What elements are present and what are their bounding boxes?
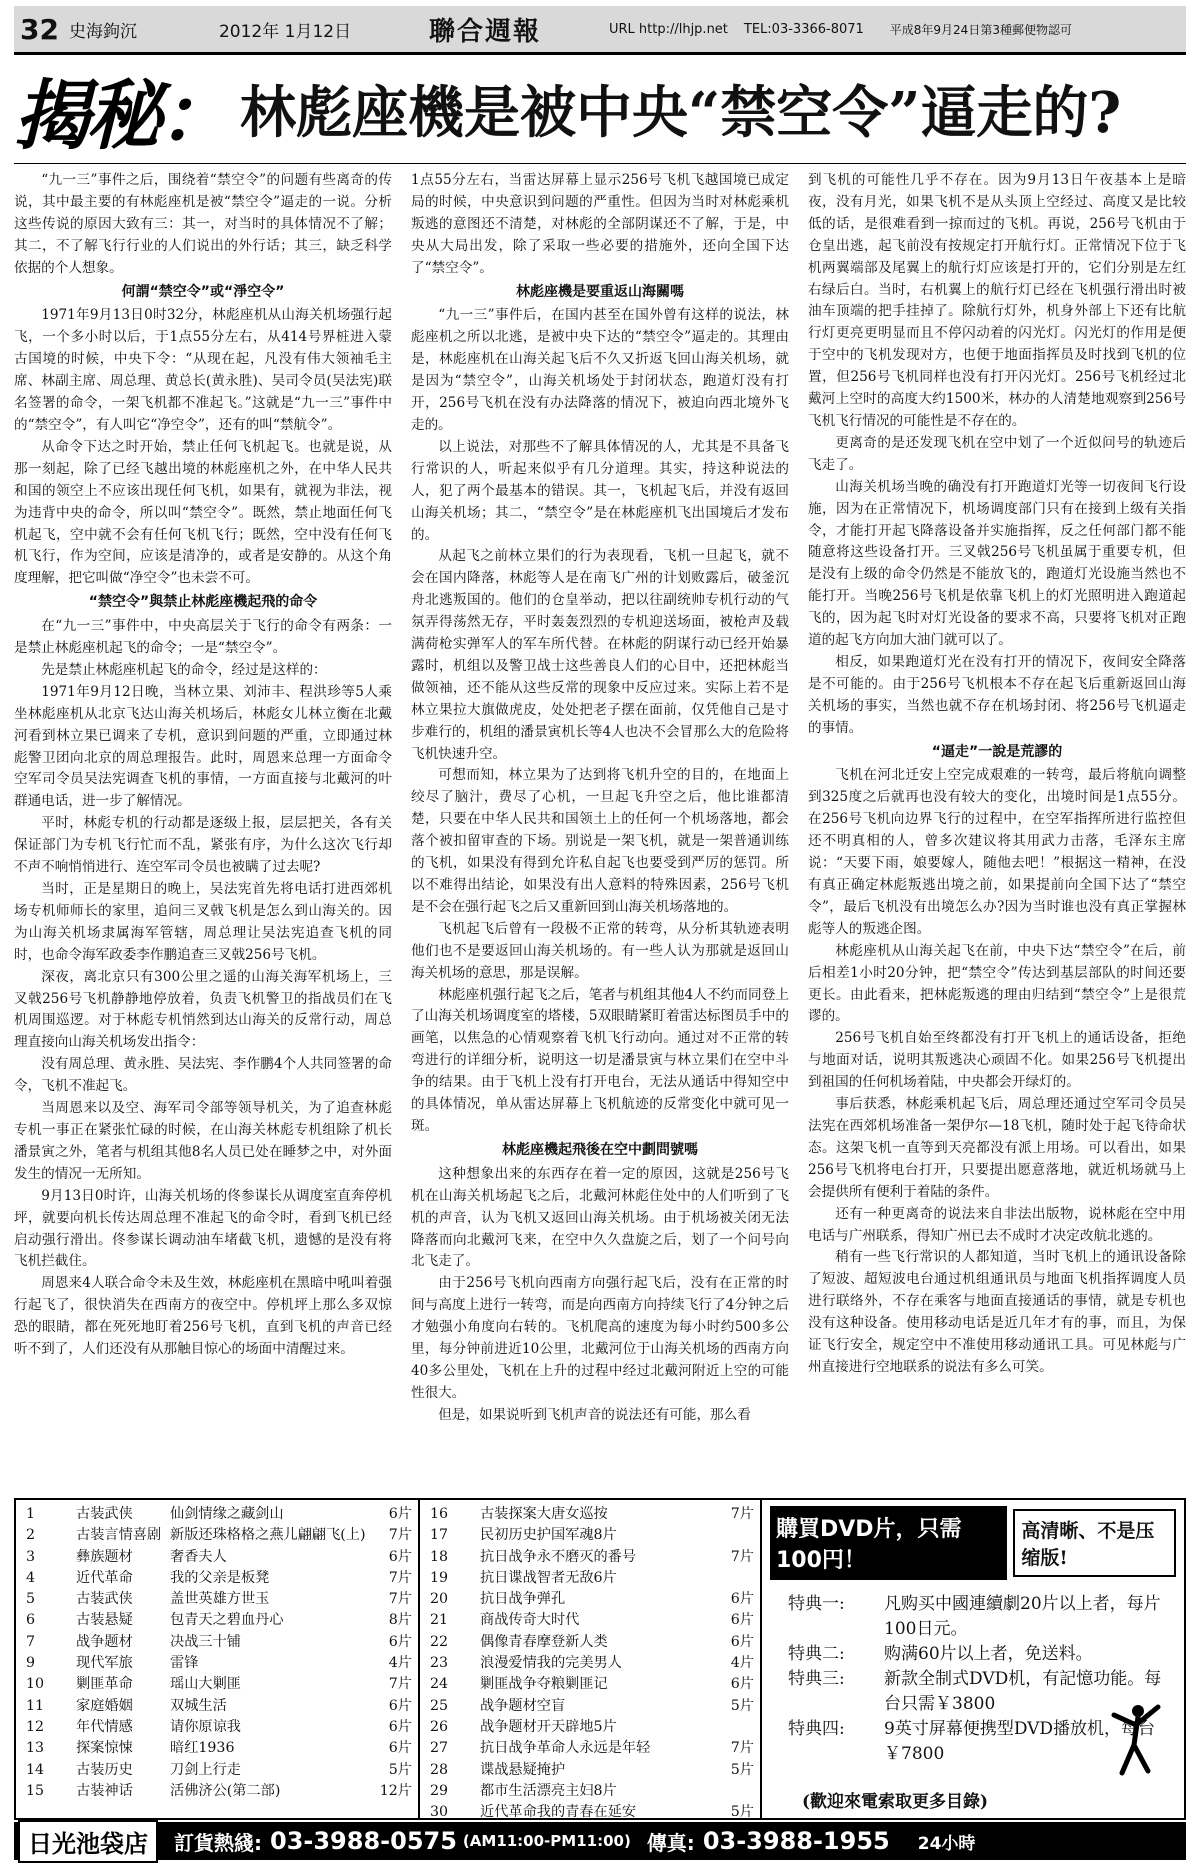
dvd-title: 剿匪战争夺粮剿匪记	[480, 1676, 608, 1693]
fax-hours: 24小時	[917, 1833, 976, 1854]
dvd-list-row	[430, 1525, 754, 1546]
dvd-list-row	[26, 1674, 412, 1695]
dvd-number: 6	[26, 1612, 36, 1629]
dvd-discs	[720, 1568, 754, 1589]
offer-text: 新款全制式DVD机，有記憶功能。每台只需￥3800	[884, 1669, 1162, 1714]
promo-buy-banner: 購買DVD片，只需100円！	[770, 1506, 1007, 1580]
article-paragraph: 事后获悉，林彪乘机起飞后，周总理还通过空军司令员吴法宪在西郊机场准备一架伊尔—18飞机，随时处于起飞待命状态。这架飞机一直等到天亮都没有派上用场。可以看出，如果256号飞机将电台打开，只要提出愿意落地，就近机场就马上会提供所有便利于着陆的条件。	[808, 1096, 1186, 1200]
offer-label: 特典一:	[788, 1594, 845, 1614]
dvd-discs: 5片	[730, 1697, 754, 1714]
article-paragraph: 飞机起飞后曾有一段极不正常的转弯，从分析其轨迹表明他们也不是要返回山海关机场的。有一些人认为那就是返回山海关机场的意思，那是误解。	[411, 920, 789, 981]
article-paragraph: 1971年9月13日0时32分，林彪座机从山海关机场强行起飞，一个多小时以后，于1点55分左右，从414号界桩进入蒙古国境的时候，中央下令：“从现在起，凡没有伟大领袖毛主席、林副主席、周总理、黄总长(黄永胜)、吴司令员(吴法宪)联名签署的命令，一架飞机都不准起飞。”这就是“九一三”事件中的“禁空令”，有人叫它“净空令”，还有的叫“禁航令”。	[14, 307, 392, 433]
dvd-discs	[720, 1525, 754, 1546]
dvd-genre: 古装神话	[76, 1782, 133, 1799]
dvd-list-row	[26, 1781, 412, 1802]
dvd-discs: 7片	[388, 1527, 412, 1544]
dvd-title: 战争题材开天辟地5片	[480, 1718, 617, 1735]
dvd-list-row	[26, 1738, 412, 1759]
dvd-genre: 年代情感	[76, 1718, 133, 1735]
dvd-list-row	[430, 1547, 754, 1568]
dvd-number: 13	[26, 1740, 45, 1757]
dvd-title: 近代革命我的青春在延安	[480, 1804, 637, 1821]
dvd-discs: 7片	[730, 1506, 754, 1522]
article-paragraph: 从命令下达之时开始，禁止任何飞机起飞。也就是说，从那一刻起，除了已经飞越出境的林彪座机之外，在中华人民共和国的领空上不应该出现任何飞机，如果有，就视为非法，视为违背中央的命令，所以叫“禁空令”。既然，禁止地面任何飞机起飞，空中就不会有任何飞机飞行；既然，空中没有任何飞机飞行，作为空间，应该是清净的，或者是安静的。从这个角度理解，把它叫做“净空令”也未尝不可。	[14, 438, 392, 587]
dvd-number: 20	[430, 1591, 449, 1608]
dvd-promo-panel	[762, 1500, 1184, 1818]
dvd-title: 刀剑上行走	[170, 1761, 241, 1778]
dvd-discs: 5片	[388, 1761, 412, 1778]
dvd-title: 抗日战争革命人永远是年轻	[480, 1740, 651, 1757]
headline	[14, 55, 1186, 164]
article-paragraph: 林彪座机从山海关起飞在前，中央下达“禁空令”在后，前后相差1小时20分钟，把“禁空令”传达到基层部队的时间还要更长。由此看来，把林彪叛逃的理由归结到“禁空令”上是很荒谬的。	[808, 942, 1186, 1025]
dvd-list-row	[26, 1589, 412, 1610]
article-subheading: 林彪座機是要重返山海關嗎	[516, 283, 684, 300]
dvd-discs: 6片	[388, 1697, 412, 1714]
dvd-discs: 7片	[730, 1740, 754, 1757]
dvd-list-row	[430, 1632, 754, 1653]
promo-quality-badge: 高清晰、不是压缩版!	[1013, 1509, 1176, 1577]
dvd-number: 1	[26, 1506, 36, 1522]
dvd-genre: 近代革命	[76, 1569, 133, 1586]
article-subheading: 何謂“禁空令”或“淨空令”	[121, 283, 285, 300]
dvd-title: 偶像青春摩登新人类	[480, 1633, 608, 1650]
dvd-number: 21	[430, 1612, 449, 1629]
article-paragraph: 由于256号飞机向西南方向强行起飞后，没有在正常的时间与高度上进行一转弯，而是向西南方向持续飞行了4分钟之后才勉强小角度向右转的。飞机爬高的速度为每小时约500多公里，每分钟前进近10公里，北戴河位于山海关机场的西南方向40多公里处，飞机在上升的过程中经过北戴河附近上空的可能性很大。	[411, 1275, 789, 1401]
dvd-list-row	[430, 1802, 754, 1823]
dvd-number: 7	[26, 1633, 36, 1650]
offer-label: 特典二:	[788, 1644, 845, 1664]
article-column-3	[808, 170, 1186, 1488]
dvd-title: 双城生活	[170, 1697, 227, 1714]
dvd-advertisement	[14, 1498, 1186, 1820]
article-paragraph: 周恩来4人联合命令未及生效，林彪座机在黑暗中吼叫着强行起飞了，很快消失在西南方的夜空中。停机坪上那么多双惊恐的眼睛，都在死死地盯着256号飞机，直到飞机的声音已经听不到了，人们还没有从那触目惊心的场面中清醒过来。	[14, 1275, 392, 1358]
dvd-discs	[720, 1781, 754, 1802]
dvd-number: 9	[26, 1655, 36, 1672]
section-name: 史海鉤沉	[68, 21, 137, 42]
dvd-title: 盖世英雄方世玉	[170, 1591, 270, 1608]
dvd-title: 都市生活漂亮主妇8片	[480, 1782, 617, 1799]
article-paragraph: 更离奇的是还发现飞机在空中划了一个近似问号的轨迹后飞走了。	[808, 434, 1186, 473]
dvd-discs: 4片	[388, 1655, 412, 1672]
dvd-list-middle	[420, 1500, 762, 1821]
dvd-number: 2	[26, 1527, 36, 1544]
issue-date: 2012年 1月12日	[218, 21, 352, 42]
dvd-discs: 8片	[388, 1612, 412, 1629]
page-number: 32	[20, 12, 59, 46]
dvd-number: 30	[430, 1804, 449, 1821]
headline-main: 林彪座機是被中央“禁空令”逼走的?	[240, 80, 1122, 146]
dvd-discs: 6片	[730, 1612, 754, 1629]
fax-number[interactable]: 03-3988-1955	[702, 1827, 890, 1855]
dvd-discs: 7片	[730, 1548, 754, 1565]
dvd-number: 5	[26, 1591, 36, 1608]
dvd-genre: 古装历史	[76, 1761, 133, 1778]
dvd-discs: 6片	[388, 1633, 412, 1650]
offer-label: 特典四:	[788, 1719, 845, 1739]
dvd-title: 雷锋	[170, 1655, 199, 1672]
dvd-list-row	[430, 1717, 754, 1738]
dvd-list-row	[430, 1696, 754, 1717]
dvd-list-row	[26, 1717, 412, 1738]
article-body	[14, 170, 1186, 1488]
article-paragraph: 飞机在河北迁安上空完成艰难的一转弯，最后将航向调整到325度之后就再也没有较大的变化，出境时间是1点55分。在256号飞机向边界飞行的过程中，在空军指挥所进行监控但还不明真相的人，曾多次建议将其用武力击落，毛泽东主席说：“天要下雨，娘要嫁人，随他去吧！”根据这一精神，在没有真正确定林彪叛逃出境之前，如果提前向全国下达了“禁空令”，最后飞机没有出境怎么办?因为当时谁也没有真正掌握林彪等人的叛逃企图。	[808, 767, 1186, 937]
store-name: 日光池袋店	[18, 1820, 158, 1863]
dvd-genre: 古装武侠	[76, 1591, 133, 1608]
dvd-number: 17	[430, 1527, 449, 1544]
dvd-discs: 6片	[388, 1718, 412, 1735]
dvd-title: 抗日谍战智者无敌6片	[480, 1569, 617, 1586]
fax-label: 傳真:	[646, 1830, 695, 1855]
dvd-number: 29	[430, 1782, 449, 1799]
dvd-title: 请你原谅我	[170, 1718, 241, 1735]
article-subheading: “禁空令”與禁止林彪座機起飛的命令	[88, 594, 318, 611]
dvd-number: 4	[26, 1569, 36, 1586]
article-paragraph: 在“九一三”事件中，中央高层关于飞行的命令有两条：一是禁止林彪座机起飞的命令；一是“禁空令”。	[14, 618, 392, 657]
dvd-title: 我的父亲是板凳	[170, 1569, 270, 1586]
dvd-discs: 12片	[379, 1782, 412, 1799]
dvd-genre: 家庭婚姻	[76, 1697, 133, 1714]
dvd-title: 谍战悬疑掩护	[480, 1761, 566, 1778]
dvd-discs: 7片	[388, 1591, 412, 1608]
dvd-title: 古装探案大唐女巡按	[480, 1506, 608, 1522]
article-paragraph: 到飞机的可能性几乎不存在。因为9月13日午夜基本上是暗夜，没有月光，如果飞机不是从头顶上空经过、高度又是比较低的话，是很难看到一掠而过的飞机。再说，256号飞机由于仓皇出逃，起飞前没有按规定打开航行灯。正常情况下位于飞机两翼端部及尾翼上的航行灯应该是打开的，它们分别是左红右绿后白。当时，右机翼上的航行灯已经在飞机强行滑出时被油车顶端的把手挂掉了。除航行灯外，机身外部上下还有比航行灯更亮更明显而且不停闪动着的闪光灯。闪光灯的作用是便于空中的飞机发现对方，也便于地面指挥员及时找到飞机的位置，但256号飞机同样也没有打开闪光灯。256号飞机经过北戴河上空时的高度大约1500米，林办的人清楚地观察到256号飞机飞行情况的可能性是不存在的。	[808, 172, 1186, 429]
article-paragraph: 9月13日0时许，山海关机场的佟参谋长从调度室直奔停机坪，就要向机长传达周总理不准起飞的命令时，看到飞机已经启动强行滑出。佟参谋长调动油车堵截飞机，遗憾的是没有将飞机拦截住。	[14, 1187, 392, 1270]
article-paragraph: 从起飞之前林立果们的行为表现看，飞机一旦起飞，就不会在国内降落，林彪等人是在南飞广州的计划败露后，破釜沉舟北逃叛国的。他们的仓皇举动，把以往副统帅专机行动的气氛弄得荡然无存，平时轰轰烈烈的专机迎送场面，被枪声及载满荷枪实弹军人的军车所代替。在林彪的阴谋行动已经开始暴露时，机组以及警卫战士这些善良人们的心目中，还把林彪当做领袖，还不能从这些反常的现象中反应过来。实际上若不是林立果拉大旗做虎皮，处处把老子摆在面前，仅凭他自己是寸步难行的，机组的潘景寅机长等4人也决不会冒那么大的危险将飞机快速升空。	[411, 548, 789, 762]
dvd-discs: 6片	[388, 1506, 412, 1522]
page-header	[14, 6, 1186, 55]
article-paragraph: 但是，如果说听到飞机声音的说法还有可能，那么看	[438, 1406, 751, 1423]
article-paragraph: 相反，如果跑道灯光在没有打开的情况下，夜间安全降落是不可能的。由于256号飞机根本不存在起飞后重新返回山海关机场的事实，当然也就不存在机场封闭、将256号飞机逼走的事情。	[808, 653, 1186, 736]
dvd-number: 18	[430, 1548, 449, 1565]
dvd-discs: 7片	[388, 1569, 412, 1586]
dvd-list-row	[26, 1610, 412, 1631]
article-paragraph: 以上说法，对那些不了解具体情况的人，尤其是不具备飞行常识的人，听起来似乎有几分道理。其实，持这种说法的人，犯了两个最基本的错误。其一，飞机起飞后，并没有返回山海关机场；其二，“禁空令”是在林彪座机飞出国境后才发布的。	[411, 438, 789, 543]
paper-tel: TEL:03-3366-8071	[743, 21, 864, 37]
dvd-discs: 5片	[730, 1804, 754, 1821]
dvd-list-row	[26, 1525, 412, 1546]
article-paragraph: 先是禁止林彪座机起飞的命令，经过是这样的：	[41, 661, 327, 678]
dvd-title: 仙剑情缘之藏剑山	[170, 1506, 284, 1522]
article-paragraph: 林彪座机强行起飞之后，笔者与机组其他4人不约而同登上了山海关机场调度室的塔楼，5双眼睛紧盯着雷达标图员手中的画笔，以焦急的心情观察着飞机飞行动向。通过对不正常的转弯进行的详细分析，说明这一切是潘景寅与林立果们在空中斗争的结果。由于飞机上没有打开电台，无法从通话中得知空中的具体情况，单从雷达屏幕上飞机航迹的反常变化中就可见一斑。	[411, 986, 789, 1134]
article-paragraph: 还有一种更离奇的说法来自非法出版物，说林彪在空中用电话与广州联系，得知广州已去不成时才决定改航北逃的。	[808, 1205, 1186, 1244]
article-paragraph: 深夜，离北京只有300公里之遥的山海关海军机场上，三叉戟256号飞机静静地停放着，负责飞机警卫的指战员们在飞机周围巡逻。对于林彪专机悄然到达山海关的反常行动，周总理直接向山海关机场发出指令：	[14, 968, 392, 1051]
dvd-list-row	[26, 1696, 412, 1717]
order-footer-bar	[14, 1822, 1186, 1860]
dvd-list-row	[430, 1610, 754, 1631]
dvd-list-row	[430, 1653, 754, 1674]
dvd-number: 12	[26, 1718, 45, 1735]
dvd-number: 27	[430, 1740, 449, 1757]
article-paragraph: 山海关机场当晚的确没有打开跑道灯光等一切夜间飞行设施，因为在正常情况下，机场调度部门只有在接到上级有关指令，才能打开起飞降落设备并实施指挥，反之任何部门都不能随意将这些设备打开。三叉戟256号飞机虽属于重要专机，但是没有上级的命令仍然是不能放飞的，跑道灯光设施当然也不能打开。当晚256号飞机是依靠飞机上的灯光照明进入跑道起飞的，因为起飞时对灯光设备的要求不高，只要将飞机对正跑道的起飞方向加大油门就可以了。	[808, 478, 1186, 649]
dvd-list-row	[430, 1568, 754, 1589]
dvd-list-row	[430, 1504, 754, 1525]
dvd-list-row	[430, 1674, 754, 1695]
promo-offer	[788, 1592, 1176, 1642]
dvd-title: 活佛济公(第二部)	[170, 1782, 281, 1799]
dvd-genre: 古装言情喜剧	[76, 1527, 162, 1544]
dvd-list-row	[430, 1589, 754, 1610]
dvd-discs: 4片	[730, 1655, 754, 1672]
dvd-title: 暗红1936	[170, 1740, 235, 1757]
article-subheading: 林彪座機起飛後在空中劃問號嗎	[502, 1141, 698, 1158]
postal-permit: 平成8年9月24日第3種郵便物認可	[889, 22, 1072, 37]
order-label: 訂貨熱綫:	[174, 1830, 262, 1855]
dvd-genre: 探案惊悚	[76, 1740, 133, 1757]
article-column-1	[14, 170, 392, 1488]
promo-offer	[788, 1642, 1176, 1667]
dvd-genre: 剿匪革命	[76, 1676, 133, 1693]
article-paragraph: “九一三”事件之后，围绕着“禁空令”的问题有些离奇的传说，其中最主要的有林彪座机是被“禁空令”逼走的一说。分析这些传说的原因大致有三：其一，对当时的具体情况不了解；其二，不了解飞行行业的人们说出的外行话；其三，缺乏科学依据的个人想象。	[14, 172, 392, 276]
dvd-number: 28	[430, 1761, 449, 1778]
dvd-discs: 6片	[388, 1740, 412, 1757]
dvd-list-row	[26, 1568, 412, 1589]
dvd-title: 新版还珠格格之燕儿翩翩飞(上)	[170, 1527, 366, 1544]
article-paragraph: 当周恩来以及空、海军司令部等领导机关，为了追查林彪专机一事正在紧张忙碌的时候，在山海关林彪专机组除了机长潘景寅之外，笔者与机组其他8名人员已处在睡梦之中，对外面发生的情况一无所知。	[14, 1100, 392, 1182]
dvd-number: 16	[430, 1506, 449, 1522]
article-column-2	[411, 170, 789, 1488]
dancer-figure-icon	[1108, 1701, 1164, 1788]
dvd-list-row	[26, 1547, 412, 1568]
article-paragraph: 1点55分左右，当雷达屏幕上显示256号飞机飞越国境已成定局的时候，中央意识到问题的严重性。但因为当时对林彪乘机叛逃的意图还不清楚，对林彪的全部阴谋还不了解，于是，中央从大局出发，除了采取一些必要的措施外，还向全国下达了“禁空令”。	[411, 172, 789, 276]
paper-url: URL http://lhjp.net	[608, 21, 728, 37]
article-paragraph: 当时，正是星期日的晚上，吴法宪首先将电话打进西郊机场专机师师长的家里，追问三叉戟飞机是怎么到山海关的。因为山海关机场隶属海军管辖，周总理让吴法宪追查飞机的同时，也命令海军政委李作鹏追查三叉戟256号飞机。	[14, 881, 392, 963]
dvd-list-row	[430, 1738, 754, 1759]
dvd-number: 19	[430, 1569, 449, 1586]
dvd-title: 决战三十铺	[170, 1633, 241, 1650]
dvd-genre: 现代军旅	[76, 1655, 133, 1672]
dvd-list-row	[430, 1781, 754, 1802]
headline-lead: 揭秘：	[14, 70, 230, 160]
dvd-number: 22	[430, 1633, 449, 1650]
offer-label: 特典三:	[788, 1669, 845, 1689]
order-hours: (AM11:00-PM11:00)	[462, 1832, 631, 1850]
article-paragraph: 没有周总理、黄永胜、吴法宪、李作鹏4个人共同签署的命令，飞机不准起飞。	[14, 1056, 392, 1095]
dvd-number: 23	[430, 1655, 449, 1672]
dvd-discs: 5片	[730, 1761, 754, 1778]
dvd-title: 抗日战争永不磨灭的番号	[480, 1548, 637, 1565]
dvd-genre: 古装悬疑	[76, 1612, 133, 1629]
dvd-title: 商战传奇大时代	[480, 1612, 580, 1629]
dvd-number: 11	[26, 1697, 45, 1714]
dvd-title: 浪漫爱情我的完美男人	[480, 1655, 622, 1672]
dvd-genre: 战争题材	[76, 1633, 133, 1650]
dvd-title: 民初历史护国军魂8片	[480, 1527, 617, 1544]
dvd-title: 瑶山大剿匪	[170, 1676, 241, 1693]
dvd-title: 奢香夫人	[170, 1548, 227, 1565]
article-paragraph: “九一三”事件后，在国内甚至在国外曾有这样的说法，林彪座机之所以北逃，是被中央下达的“禁空令”逼走的。其理由是，林彪座机在山海关起飞后不久又折返飞回山海关机场，就是因为“禁空令”，山海关机场处于封闭状态，跑道灯没有打开，256号飞机在没有办法降落的情况下，被迫向西北境外飞走的。	[411, 307, 789, 433]
dvd-number: 15	[26, 1782, 45, 1799]
dvd-list-row	[26, 1653, 412, 1674]
offer-text: 9英寸屏幕便携型DVD播放机，每台￥7800	[884, 1719, 1156, 1764]
dvd-list-row	[26, 1760, 412, 1781]
article-paragraph: 这种想象出来的东西存在着一定的原因，这就是256号飞机在山海关机场起飞之后，北戴河林彪住处中的人们听到了飞机的声音，认为飞机又返回山海关机场。由于机场被关闭无法降落而向北戴河飞来，在空中久久盘旋之后，划了一个问号向北飞走了。	[411, 1165, 789, 1270]
dvd-discs: 6片	[730, 1633, 754, 1650]
dvd-discs: 6片	[388, 1548, 412, 1565]
dvd-title: 战争题材空盲	[480, 1697, 566, 1714]
dvd-list-row	[26, 1632, 412, 1653]
paper-logo: 聯合週報	[428, 16, 541, 47]
dvd-discs: 6片	[730, 1591, 754, 1608]
dvd-list-row	[26, 1504, 412, 1525]
article-paragraph: 平时，林彪专机的行动都是逐级上报，层层把关，各有关保证部门为专机飞行忙而不乱，紧张有序，为什么这次飞行却不声不响悄悄进行、连空军司令员也被瞒了过去呢?	[14, 815, 392, 876]
dvd-discs	[720, 1717, 754, 1738]
dvd-number: 14	[26, 1761, 45, 1778]
dvd-number: 25	[430, 1697, 449, 1714]
article-paragraph: 稍有一些飞行常识的人都知道，当时飞机上的通讯设备除了短波、超短波电台通过机组通讯员与地面飞机指挥调度人员进行联络外，不存在乘客与地面直接通话的事情，就是专机也没有这种设备。使用移动电话是近几年才有的事，而且，为保证飞行安全，规定空中不准使用移动通讯工具。可见林彪与广州直接进行空地联系的说法有多么可笑。	[808, 1249, 1186, 1375]
dvd-title: 抗日战争弹孔	[480, 1591, 566, 1608]
order-phone[interactable]: 03-3988-0575	[270, 1827, 457, 1855]
article-paragraph: 256号飞机自始至终都没有打开飞机上的通话设备，拒绝与地面对话，说明其叛逃决心顽固不化。如果256号飞机提出到祖国的任何机场着陆，中央都会开绿灯的。	[808, 1030, 1186, 1091]
dvd-number: 24	[430, 1676, 449, 1693]
dvd-number: 3	[26, 1548, 36, 1565]
dvd-number: 26	[430, 1718, 449, 1735]
dvd-list-row	[430, 1760, 754, 1781]
article-paragraph: 1971年9月12日晚，当林立果、刘沛丰、程洪珍等5人乘坐林彪座机从北京飞达山海关机场后，林彪女儿林立衡在北戴河看到林立果已调来了专机，意识到问题的严重，立即通过林彪警卫团向北京的周总理报告。此时，周恩来总理一方面命令空军司令员吴法宪调查飞机的事情，一方面直接与北戴河的叶群通电话，进一步了解情况。	[14, 683, 392, 810]
dvd-list-left	[16, 1500, 420, 1818]
offer-text: 购满60片以上者，免送料。	[884, 1644, 1093, 1664]
dvd-genre: 古装武侠	[76, 1506, 133, 1522]
dvd-title: 包青天之碧血丹心	[170, 1612, 284, 1629]
article-paragraph: 可想而知，林立果为了达到将飞机升空的目的，在地面上绞尽了脑汁，费尽了心机，一旦起飞升空之后，他比谁都清楚，只要在中华人民共和国领土上的任何一个机场落地，都会落个被扣留审查的下场。别说是一架飞机，就是一架普通训练的飞机，如果没有得到允许私自起飞也要受到严厉的惩罚。所以不难得出结论，如果没有出人意料的特殊因素，256号飞机是不会在强行起飞之后又重新回到山海关机场落地的。	[411, 767, 789, 915]
dvd-discs: 7片	[388, 1676, 412, 1693]
dvd-discs: 6片	[730, 1676, 754, 1693]
article-subheading: “逼走”一說是荒謬的	[931, 743, 1063, 760]
dvd-number: 10	[26, 1676, 45, 1693]
dvd-genre: 彝族题材	[76, 1548, 133, 1565]
offer-text: 凡购买中國連續劇20片以上者，每片100日元。	[884, 1594, 1161, 1639]
newspaper-page	[0, 6, 1200, 1866]
promo-footer-note: (歡迎來電索取更多目錄)	[802, 1792, 989, 1812]
